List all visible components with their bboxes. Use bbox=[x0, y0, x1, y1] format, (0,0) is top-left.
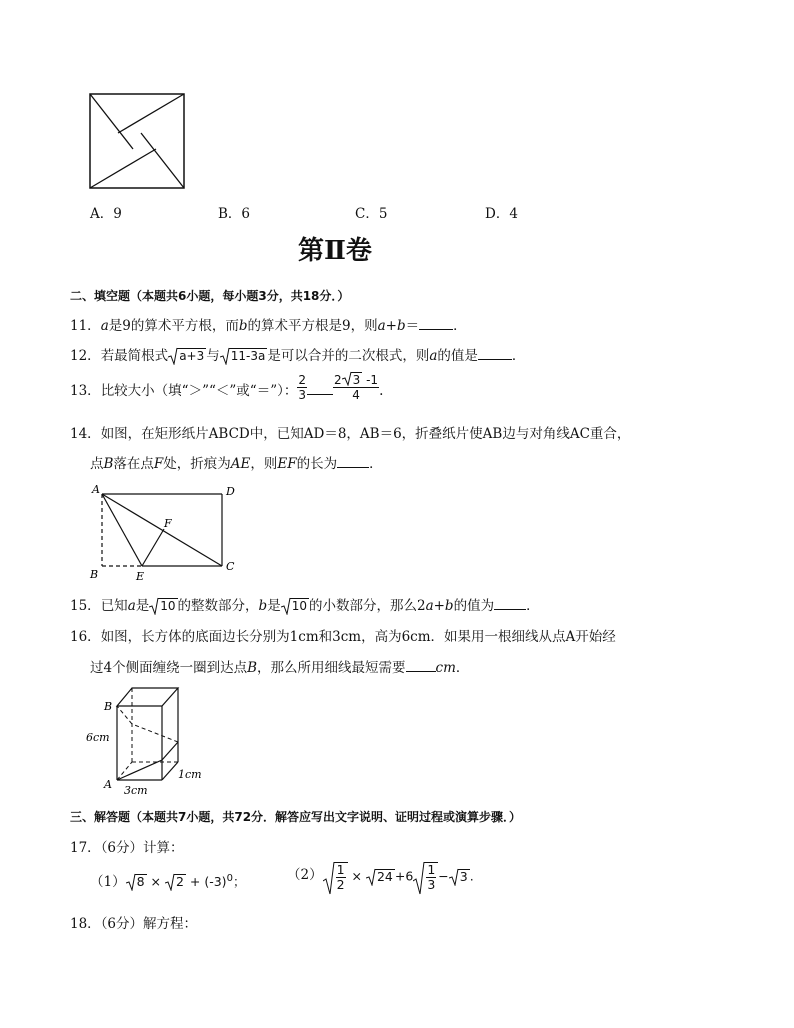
option-b: B．6 bbox=[218, 206, 251, 222]
question-18: 18．（6分）解方程： bbox=[70, 916, 198, 932]
label-a: A bbox=[104, 778, 112, 791]
label-c: C bbox=[226, 560, 235, 573]
question-12: 12．若最简根式 a+3 与 11-3a 是可以合并的二次根式，则a的值是 ． bbox=[70, 348, 526, 364]
question-15: 15．已知a是 10 的整数部分，b是 10 的小数部分，那么2a+b的值为 ． bbox=[70, 598, 540, 614]
answer-blank bbox=[406, 659, 436, 672]
answer-blank bbox=[337, 455, 369, 468]
answer-blank bbox=[307, 382, 333, 395]
cuboid-figure bbox=[84, 682, 214, 796]
label-a: A bbox=[92, 483, 100, 496]
answer-blank bbox=[419, 317, 453, 330]
question-14-line2: 点B落在点F处，折痕为AE，则EF的长为 ． bbox=[90, 456, 383, 472]
label-width: 3cm bbox=[124, 784, 148, 796]
answer-blank bbox=[478, 347, 512, 360]
question-13: 13．比较大小（填“＞”“＜”或“＝”）： $\frac{2}{3}$ 2 3 -1 4 . bbox=[70, 372, 384, 402]
option-d: D．4 bbox=[485, 206, 518, 222]
question-17: 17．（6分）计算： bbox=[70, 840, 184, 856]
label-depth: 1cm bbox=[178, 768, 202, 781]
question-14-line1: 14．如图，在矩形纸片ABCD中，已知AD＝8，AB＝6，折叠纸片使AB边与对角线AC重合， bbox=[70, 426, 631, 442]
volume-title: 第Ⅱ卷 bbox=[298, 236, 372, 266]
pinwheel-square-figure bbox=[88, 92, 188, 190]
option-c: C．5 bbox=[355, 206, 388, 222]
question-16-line2: 过4个侧面缠绕一圈到达点B，那么所用细线最短需要 cm． bbox=[90, 660, 470, 676]
answer-blank bbox=[494, 597, 526, 610]
label-b: B bbox=[104, 700, 113, 713]
rectangle-fold-figure bbox=[86, 480, 246, 584]
section3-header: 三、解答题（本题共7小题，共72分．解答应写出文字说明、证明过程或演算步骤．） bbox=[70, 810, 522, 824]
label-b: B bbox=[90, 568, 99, 581]
label-e: E bbox=[136, 570, 145, 583]
option-a: A．9 bbox=[90, 206, 122, 222]
question-16-line1: 16．如图，长方体的底面边长分别为1cm和3cm，高为6cm．如果用一根细线从点A开始经 bbox=[70, 629, 616, 645]
label-height: 6cm bbox=[86, 731, 110, 744]
section2-header: 二、填空题（本题共6小题，每小题3分，共18分．） bbox=[70, 289, 350, 303]
question-11: 11．a是9的算术平方根，而b的算术平方根是9，则a+b＝ ． bbox=[70, 318, 467, 334]
question-17-part1: （1） 8 × $2 + (-3)^0$； bbox=[90, 872, 246, 890]
question-17-part2: （2） $\frac{1}{2}$ × 24 +6 $\frac{1}{3}$ − 3 . bbox=[287, 862, 474, 892]
label-d: D bbox=[226, 485, 235, 498]
label-f: F bbox=[164, 517, 172, 530]
